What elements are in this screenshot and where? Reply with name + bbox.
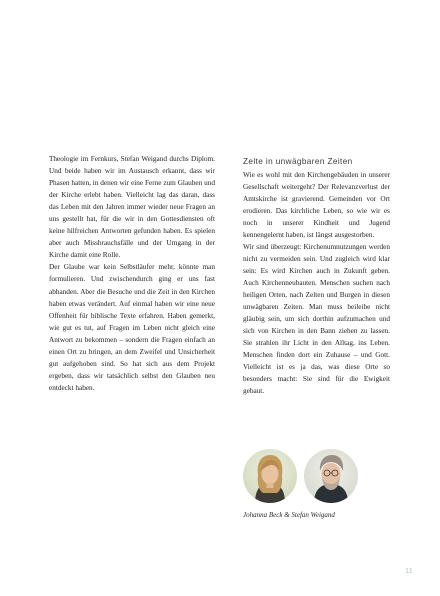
left-paragraph-2: Der Glaube war kein Selbstläufer mehr, könnte man formulieren. Und zwischendurch ging er uns fast abhanden. Aber die Besuche und die Zeit in den Kirchen haben etwas verändert. Auf einmal haben wir eine neue Offenheit für biblische Texte erfahren. Haben gemerkt, wie gut es tut, auf Fragen im Leben nicht gleich eine Antwort zu bekommen – sondern die Fragen einfach an einen Ort zu bringen, an dem Zweifel und Unsicherheit gut aufgehoben sind. So hat sich aus dem Projekt ergeben, dass wir tatsächlich selbst den Glauben neu entdeckt haben. bbox=[49, 263, 215, 392]
left-paragraph-1: Theologie im Fernkurs, Stefan Weigand durchs Diplom. Und beide haben wir im Austausch erkannt, dass wir Phasen hatten, in denen wir eine Ferne zum Glauben und der Kirche erlebt haben. Vielleicht lag das daran, dass das Leben mit den Jahren immer wieder neue Fragen an uns gestellt hat, für die wir in den Gottesdiensten oft keine hilfreichen Antworten gefunden haben. Es spielen aber auch Missbrauchsfälle und der Umgang in der Kirche damit eine Rolle. bbox=[49, 155, 215, 260]
author-photo-stefan-weigand bbox=[304, 449, 358, 503]
section-heading: Zelte in unwägbaren Zeiten bbox=[243, 157, 353, 166]
photo-caption: Johanna Beck & Stefan Weigand bbox=[243, 511, 335, 519]
page-number: 11 bbox=[405, 566, 413, 575]
left-text-column bbox=[49, 153, 215, 394]
author-photo-johanna-beck bbox=[243, 449, 297, 503]
author-photos bbox=[243, 449, 393, 509]
right-paragraph-1: Wie es wohl mit den Kirchengebäuden in unserer Gesellschaft weitergeht? Der Relevanzverlust der Amtskirche ist gravierend. Gemeinden vor Ort erodieren. Das kirchliche Leben, so wie wir es noch in unserer Kindheit und Jugend kennengelernt haben, ist längst ausgestorben. bbox=[243, 170, 390, 239]
right-paragraph-2: Wir sind überzeugt: Kirchenumnutzungen werden nicht zu vermeiden sein. Und zugleich wird klar sein: Es wird Kirchen auch in Zukunft geben. Auch Kirchenneubauten. Menschen suchen nach heiligen Orten, nach Zelten und Burgen in diesen unwägbaren Zeiten. Man muss beileibe nicht gläubig sein, um sich dorthin aufzumachen und sich von Kirchen in den Bann ziehen zu lassen. Sie strahlen ihr Licht in den Alltag, ins Leben. Menschen finden dort ein Zuhause – und Gott. Vielleicht ist es ja das, was diese Orte so besonders macht: Sie sind für die Ewigkeit gebaut. bbox=[243, 242, 390, 396]
right-text-column bbox=[243, 156, 390, 397]
